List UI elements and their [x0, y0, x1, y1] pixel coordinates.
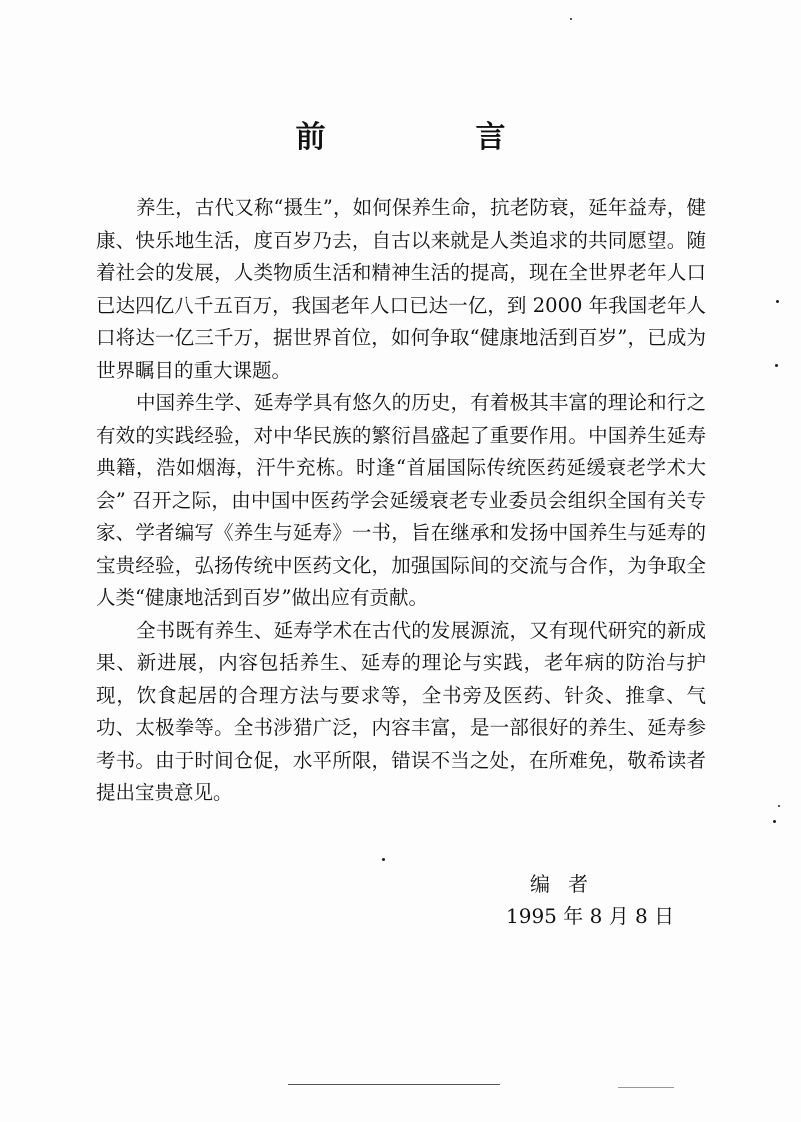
signature-date: 1995 年 8 月 8 日 — [506, 904, 675, 928]
scan-speck — [773, 820, 776, 823]
preface-body — [96, 192, 706, 810]
scan-line — [618, 1087, 674, 1088]
scan-speck — [776, 300, 779, 303]
paragraph-2: 中国养生学、延寿学具有悠久的历史，有着极其丰富的理论和行之有效的实践经验，对中华民族的繁衍昌盛起了重要作用。中国养生延寿典籍，浩如烟海，汗牛充栋。时逢“首届国际传统医药延缓衰老学术大会” 召开之际，由中国中医药学会延缓衰老专业委员会组织全国有关专家、学者编写《养生与延寿》一书，旨在继承和发扬中国养生与延寿的宝贵经验，弘扬传统中医药文化，加强国际间的交流与合作，为争取全人类“健康地活到百岁”做出应有贡献。 — [96, 391, 706, 609]
scan-line — [288, 1084, 500, 1085]
page-title: 前 言 — [295, 120, 566, 155]
scan-speck — [775, 364, 778, 367]
scan-speck — [778, 805, 780, 807]
paragraph-3: 全书既有养生、延寿学术在古代的发展源流，又有现代研究的新成果、新进展，内容包括养生、延寿的理论与实践，老年病的防治与护现，饮食起居的合理方法与要求等，全书旁及医药、针灸、推拿、气功、太极拳等。全书涉猎广泛，内容丰富，是一部很好的养生、延寿参考书。由于时间仓促，水平所限，错误不当之处，在所难免，敬希读者提出宝贵意见。 — [96, 618, 706, 804]
signature-author: 编者 — [530, 872, 606, 896]
paragraph-1: 养生，古代又称“摄生”，如何保养生命，抗老防衰，延年益寿，健康、快乐地生活，度百岁乃去，自古以来就是人类追求的共同愿望。随着社会的发展，人类物质生活和精神生活的提高，现在全世界老年人口已达四亿八千五百万，我国老年人口已达一亿，到 2000 年我国老年人口将达一亿三千万，据世界首位，如何争取“健康地活到百岁”，已成为世界瞩目的重大课题。 — [96, 196, 706, 382]
scan-speck — [382, 858, 385, 861]
scan-speck — [570, 18, 572, 20]
signature-block — [506, 868, 675, 932]
